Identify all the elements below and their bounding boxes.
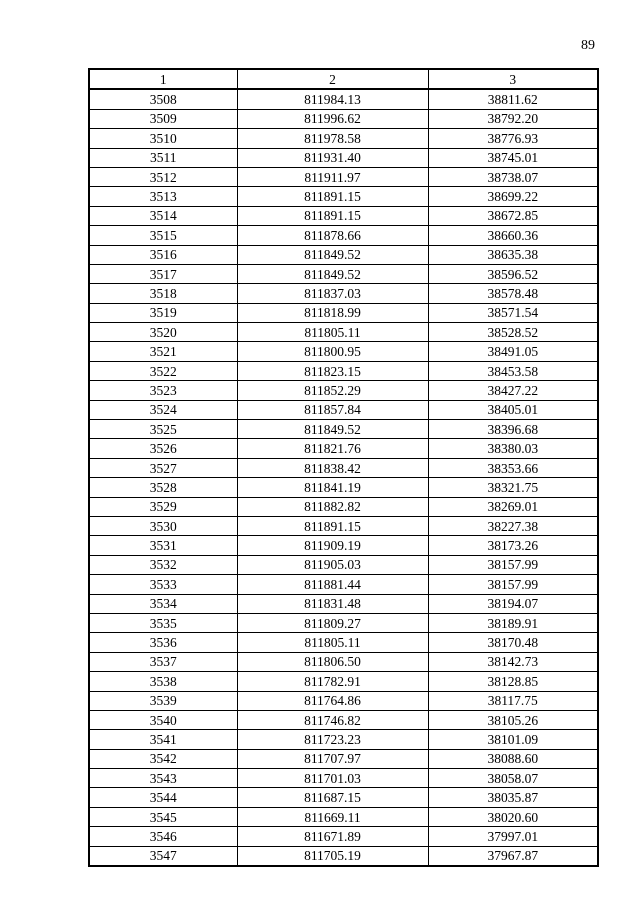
cell-point-number: 3511 — [89, 148, 237, 167]
table-row — [89, 245, 598, 264]
cell-point-number: 3510 — [89, 129, 237, 148]
table-row — [89, 710, 598, 729]
cell-y-coordinate: 38396.68 — [428, 420, 598, 439]
table-header — [89, 69, 598, 89]
cell-y-coordinate: 38427.22 — [428, 381, 598, 400]
cell-point-number: 3523 — [89, 381, 237, 400]
table-row — [89, 788, 598, 807]
cell-point-number: 3517 — [89, 264, 237, 283]
cell-point-number: 3540 — [89, 710, 237, 729]
cell-point-number: 3509 — [89, 109, 237, 128]
cell-y-coordinate: 38776.93 — [428, 129, 598, 148]
cell-x-coordinate: 811984.13 — [237, 89, 428, 109]
cell-y-coordinate: 38170.48 — [428, 633, 598, 652]
cell-point-number: 3527 — [89, 458, 237, 477]
table-row — [89, 730, 598, 749]
cell-y-coordinate: 38128.85 — [428, 672, 598, 691]
cell-point-number: 3544 — [89, 788, 237, 807]
cell-x-coordinate: 811809.27 — [237, 613, 428, 632]
cell-x-coordinate: 811723.23 — [237, 730, 428, 749]
cell-x-coordinate: 811849.52 — [237, 420, 428, 439]
cell-point-number: 3542 — [89, 749, 237, 768]
table-row — [89, 167, 598, 186]
cell-point-number: 3521 — [89, 342, 237, 361]
cell-y-coordinate: 37967.87 — [428, 846, 598, 866]
table-row — [89, 672, 598, 691]
cell-x-coordinate: 811857.84 — [237, 400, 428, 419]
table-row — [89, 148, 598, 167]
cell-point-number: 3532 — [89, 555, 237, 574]
cell-y-coordinate: 37997.01 — [428, 827, 598, 846]
cell-y-coordinate: 38105.26 — [428, 710, 598, 729]
table-row — [89, 264, 598, 283]
table-row — [89, 691, 598, 710]
cell-x-coordinate: 811837.03 — [237, 284, 428, 303]
cell-y-coordinate: 38058.07 — [428, 769, 598, 788]
cell-x-coordinate: 811782.91 — [237, 672, 428, 691]
cell-x-coordinate: 811831.48 — [237, 594, 428, 613]
cell-y-coordinate: 38745.01 — [428, 148, 598, 167]
cell-x-coordinate: 811823.15 — [237, 361, 428, 380]
cell-y-coordinate: 38353.66 — [428, 458, 598, 477]
cell-point-number: 3529 — [89, 497, 237, 516]
cell-y-coordinate: 38142.73 — [428, 652, 598, 671]
cell-point-number: 3545 — [89, 807, 237, 826]
cell-x-coordinate: 811891.15 — [237, 206, 428, 225]
cell-x-coordinate: 811821.76 — [237, 439, 428, 458]
table-row — [89, 769, 598, 788]
cell-point-number: 3547 — [89, 846, 237, 866]
column-header-1: 1 — [89, 69, 237, 89]
cell-y-coordinate: 38157.99 — [428, 555, 598, 574]
cell-y-coordinate: 38189.91 — [428, 613, 598, 632]
header-row — [89, 69, 598, 89]
cell-point-number: 3541 — [89, 730, 237, 749]
table-row — [89, 497, 598, 516]
cell-point-number: 3526 — [89, 439, 237, 458]
table-body — [89, 89, 598, 866]
cell-y-coordinate: 38491.05 — [428, 342, 598, 361]
cell-x-coordinate: 811931.40 — [237, 148, 428, 167]
cell-y-coordinate: 38811.62 — [428, 89, 598, 109]
cell-x-coordinate: 811881.44 — [237, 575, 428, 594]
cell-x-coordinate: 811705.19 — [237, 846, 428, 866]
cell-point-number: 3530 — [89, 516, 237, 535]
cell-x-coordinate: 811891.15 — [237, 516, 428, 535]
table-row — [89, 206, 598, 225]
cell-y-coordinate: 38699.22 — [428, 187, 598, 206]
cell-point-number: 3538 — [89, 672, 237, 691]
table-row — [89, 575, 598, 594]
table-row — [89, 381, 598, 400]
cell-x-coordinate: 811746.82 — [237, 710, 428, 729]
cell-y-coordinate: 38227.38 — [428, 516, 598, 535]
cell-point-number: 3546 — [89, 827, 237, 846]
table-row — [89, 303, 598, 322]
column-header-3: 3 — [428, 69, 598, 89]
cell-point-number: 3537 — [89, 652, 237, 671]
table-row — [89, 478, 598, 497]
table-row — [89, 807, 598, 826]
cell-x-coordinate: 811805.11 — [237, 633, 428, 652]
coordinates-table — [88, 68, 599, 867]
cell-point-number: 3512 — [89, 167, 237, 186]
cell-x-coordinate: 811818.99 — [237, 303, 428, 322]
cell-y-coordinate: 38194.07 — [428, 594, 598, 613]
cell-point-number: 3518 — [89, 284, 237, 303]
cell-x-coordinate: 811671.89 — [237, 827, 428, 846]
table-row — [89, 613, 598, 632]
cell-x-coordinate: 811849.52 — [237, 264, 428, 283]
cell-y-coordinate: 38321.75 — [428, 478, 598, 497]
cell-point-number: 3533 — [89, 575, 237, 594]
cell-point-number: 3515 — [89, 226, 237, 245]
table-row — [89, 516, 598, 535]
cell-x-coordinate: 811849.52 — [237, 245, 428, 264]
cell-x-coordinate: 811838.42 — [237, 458, 428, 477]
cell-y-coordinate: 38157.99 — [428, 575, 598, 594]
cell-point-number: 3525 — [89, 420, 237, 439]
cell-point-number: 3516 — [89, 245, 237, 264]
cell-point-number: 3535 — [89, 613, 237, 632]
cell-x-coordinate: 811841.19 — [237, 478, 428, 497]
table-row — [89, 458, 598, 477]
table-row — [89, 284, 598, 303]
table-row — [89, 342, 598, 361]
cell-x-coordinate: 811800.95 — [237, 342, 428, 361]
table-row — [89, 827, 598, 846]
cell-y-coordinate: 38528.52 — [428, 323, 598, 342]
table-row — [89, 400, 598, 419]
cell-y-coordinate: 38635.38 — [428, 245, 598, 264]
cell-point-number: 3539 — [89, 691, 237, 710]
cell-y-coordinate: 38405.01 — [428, 400, 598, 419]
cell-x-coordinate: 811978.58 — [237, 129, 428, 148]
table-row — [89, 594, 598, 613]
cell-y-coordinate: 38672.85 — [428, 206, 598, 225]
cell-point-number: 3520 — [89, 323, 237, 342]
table-row — [89, 323, 598, 342]
cell-x-coordinate: 811909.19 — [237, 536, 428, 555]
cell-y-coordinate: 38035.87 — [428, 788, 598, 807]
page-number: 89 — [581, 38, 595, 53]
cell-x-coordinate: 811905.03 — [237, 555, 428, 574]
cell-y-coordinate: 38101.09 — [428, 730, 598, 749]
cell-x-coordinate: 811669.11 — [237, 807, 428, 826]
cell-x-coordinate: 811891.15 — [237, 187, 428, 206]
cell-x-coordinate: 811701.03 — [237, 769, 428, 788]
table-row — [89, 109, 598, 128]
cell-point-number: 3514 — [89, 206, 237, 225]
cell-y-coordinate: 38173.26 — [428, 536, 598, 555]
cell-point-number: 3508 — [89, 89, 237, 109]
table-row — [89, 555, 598, 574]
cell-x-coordinate: 811687.15 — [237, 788, 428, 807]
table-row — [89, 89, 598, 109]
cell-x-coordinate: 811806.50 — [237, 652, 428, 671]
cell-x-coordinate: 811996.62 — [237, 109, 428, 128]
table-row — [89, 633, 598, 652]
cell-y-coordinate: 38738.07 — [428, 167, 598, 186]
cell-point-number: 3522 — [89, 361, 237, 380]
table-row — [89, 420, 598, 439]
cell-y-coordinate: 38269.01 — [428, 497, 598, 516]
cell-point-number: 3513 — [89, 187, 237, 206]
cell-y-coordinate: 38792.20 — [428, 109, 598, 128]
cell-point-number: 3524 — [89, 400, 237, 419]
cell-y-coordinate: 38571.54 — [428, 303, 598, 322]
cell-y-coordinate: 38088.60 — [428, 749, 598, 768]
cell-y-coordinate: 38117.75 — [428, 691, 598, 710]
cell-point-number: 3531 — [89, 536, 237, 555]
table-row — [89, 749, 598, 768]
table-row — [89, 187, 598, 206]
cell-y-coordinate: 38660.36 — [428, 226, 598, 245]
cell-y-coordinate: 38578.48 — [428, 284, 598, 303]
table-row — [89, 361, 598, 380]
table-row — [89, 226, 598, 245]
cell-x-coordinate: 811878.66 — [237, 226, 428, 245]
cell-y-coordinate: 38596.52 — [428, 264, 598, 283]
cell-x-coordinate: 811764.86 — [237, 691, 428, 710]
cell-point-number: 3519 — [89, 303, 237, 322]
cell-x-coordinate: 811911.97 — [237, 167, 428, 186]
cell-x-coordinate: 811852.29 — [237, 381, 428, 400]
cell-y-coordinate: 38453.58 — [428, 361, 598, 380]
cell-x-coordinate: 811707.97 — [237, 749, 428, 768]
cell-x-coordinate: 811805.11 — [237, 323, 428, 342]
cell-point-number: 3543 — [89, 769, 237, 788]
column-header-2: 2 — [237, 69, 428, 89]
cell-point-number: 3536 — [89, 633, 237, 652]
table-row — [89, 536, 598, 555]
table-row — [89, 846, 598, 866]
cell-y-coordinate: 38020.60 — [428, 807, 598, 826]
table-row — [89, 439, 598, 458]
cell-point-number: 3534 — [89, 594, 237, 613]
table-row — [89, 652, 598, 671]
cell-y-coordinate: 38380.03 — [428, 439, 598, 458]
table-row — [89, 129, 598, 148]
cell-point-number: 3528 — [89, 478, 237, 497]
cell-x-coordinate: 811882.82 — [237, 497, 428, 516]
